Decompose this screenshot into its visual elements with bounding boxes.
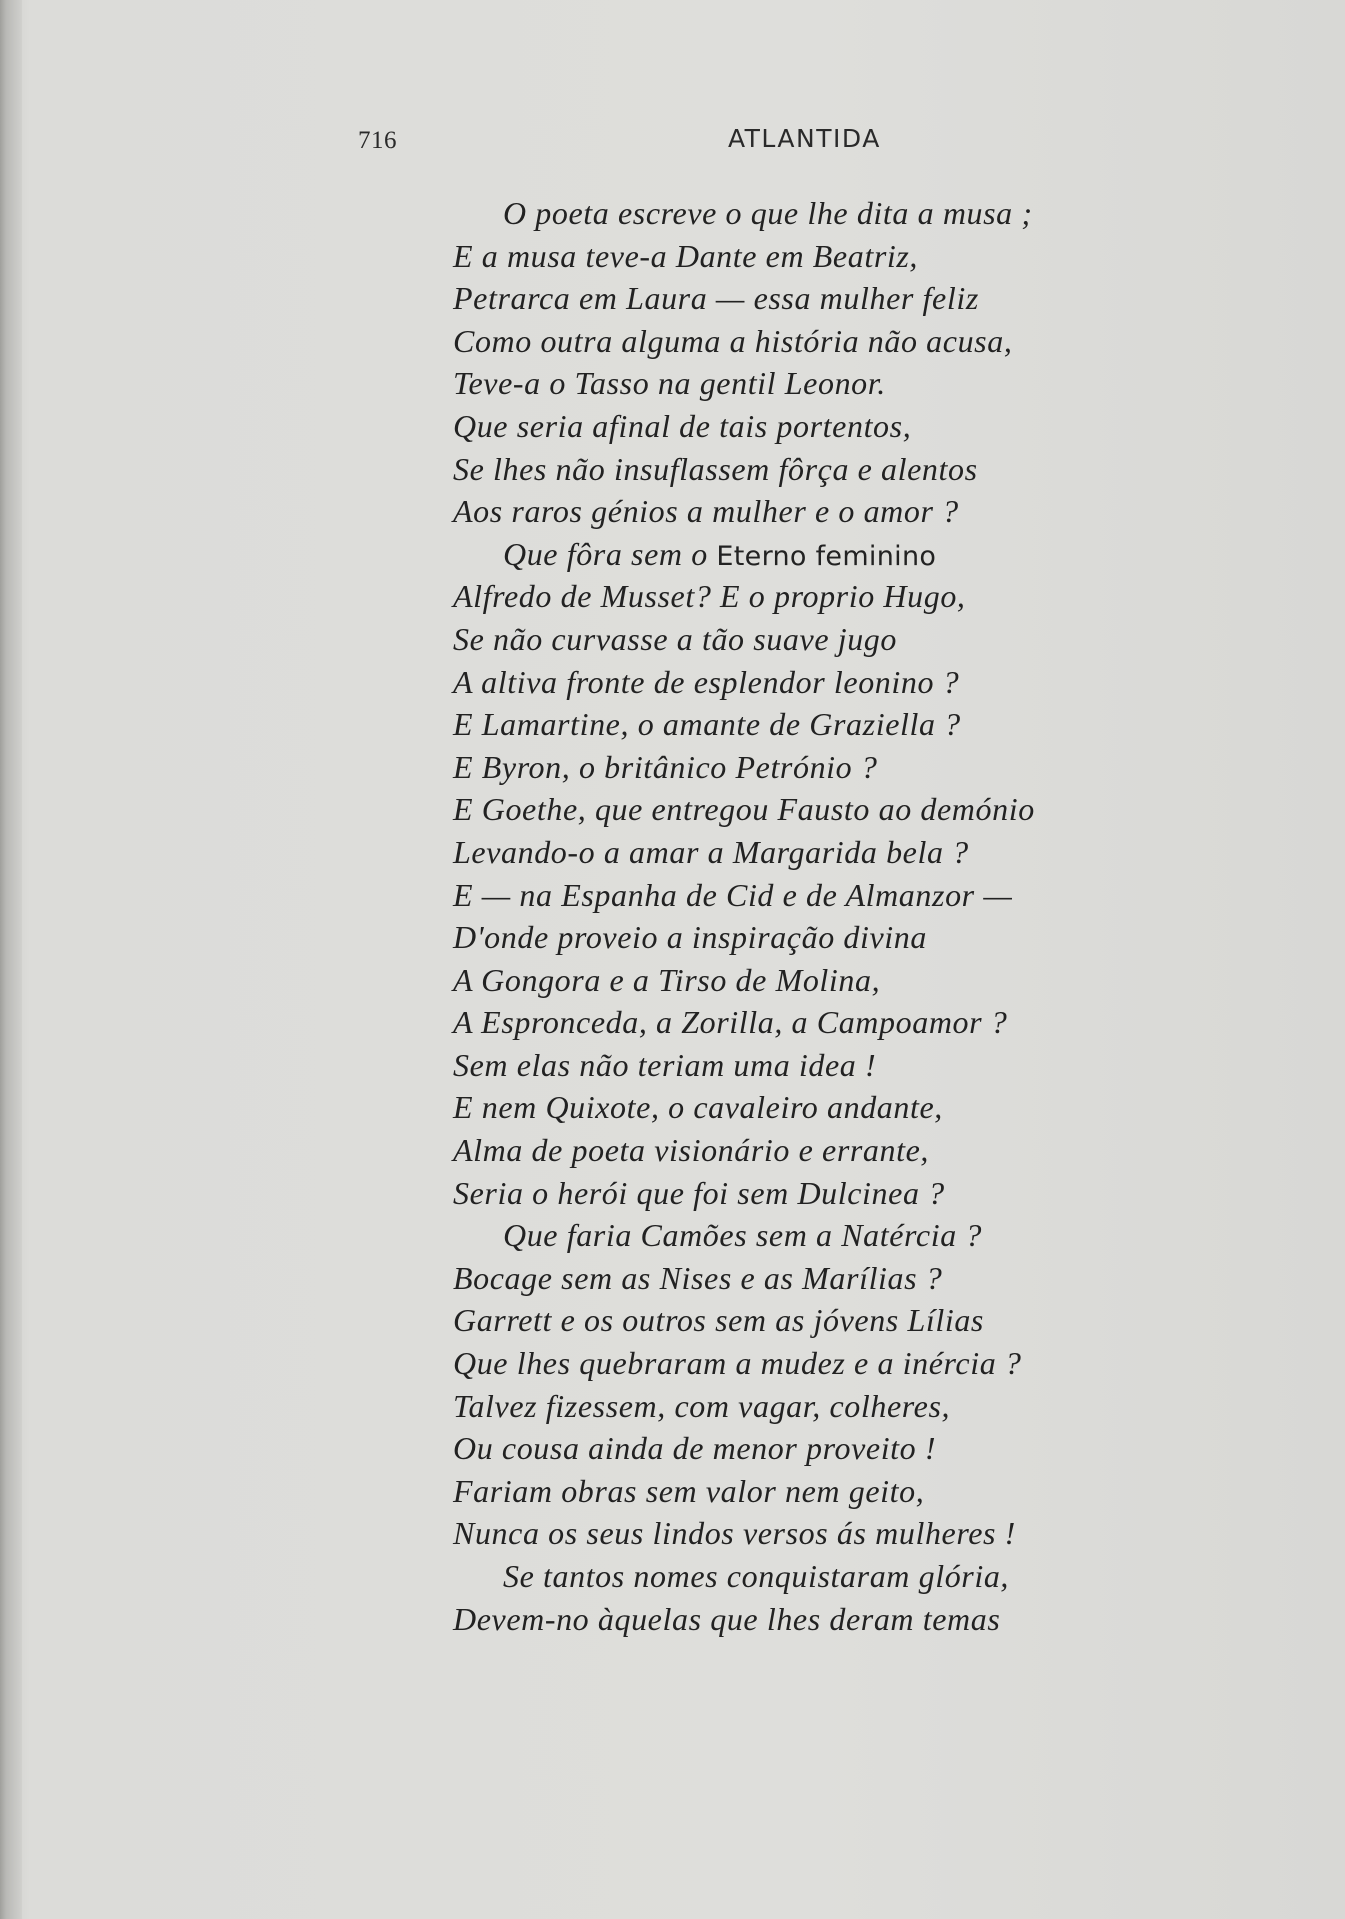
- page-binding-edge: [0, 0, 22, 1919]
- running-head-title: ATLANTIDA: [728, 124, 881, 153]
- poem-line: O poeta escreve o que lhe dita a musa ;: [503, 195, 1033, 231]
- poem-line: Devem-no àquelas que lhes deram temas: [453, 1600, 1001, 1637]
- poem-line: Levando-o a amar a Margarida bela ?: [453, 833, 969, 870]
- poem-line: Que lhes quebraram a mudez e a inércia ?: [453, 1345, 1022, 1382]
- poem-line: E a musa teve-a Dante em Beatriz,: [453, 237, 919, 274]
- poem-line: Que seria afinal de tais portentos,: [453, 407, 912, 444]
- poem-line: Se tantos nomes conquistaram glória,: [503, 1558, 1010, 1594]
- poem-line: Alfredo de Musset? E o proprio Hugo,: [453, 578, 966, 615]
- poem-line: Como outra alguma a história não acusa,: [453, 322, 1013, 359]
- poem-line: Se lhes não insuflassem fôrça e alentos: [453, 450, 978, 487]
- poem-line: Seria o herói que foi sem Dulcinea ?: [453, 1174, 945, 1211]
- poem-line: Sem elas não teriam uma idea !: [453, 1046, 877, 1083]
- poem-line-italic-part: Que fôra sem o: [503, 535, 717, 572]
- poem-line: E Goethe, que entregou Fausto ao demónio: [453, 791, 1035, 828]
- poem-line: A Gongora e a Tirso de Molina,: [453, 961, 881, 998]
- poem-line: Se não curvasse a tão suave jugo: [453, 620, 898, 657]
- poem-line: Nunca os seus lindos versos ás mulheres !: [453, 1515, 1016, 1552]
- poem-line-mixed: [453, 533, 1035, 576]
- poem-line-roman-part: Eterno feminino: [716, 540, 937, 572]
- poem-line: Fariam obras sem valor nem geito,: [453, 1472, 925, 1509]
- page-number: 716: [358, 127, 397, 154]
- poem-line: E — na Espanha de Cid e de Almanzor —: [453, 876, 1013, 913]
- poem-line: E Byron, o britânico Petrónio ?: [453, 748, 878, 785]
- poem-line: Que faria Camões sem a Natércia ?: [503, 1217, 983, 1254]
- poem-line: D'onde proveio a inspiração divina: [453, 919, 927, 956]
- poem-line: Talvez fizessem, com vagar, colheres,: [453, 1387, 951, 1424]
- poem-line: A Espronceda, a Zorilla, a Campoamor ?: [453, 1004, 1008, 1041]
- poem-line: Aos raros génios a mulher e o amor ?: [453, 493, 959, 530]
- poem-line: Teve-a o Tasso na gentil Leonor.: [453, 365, 886, 402]
- poem-line: Garrett e os outros sem as jóvens Lílias: [453, 1302, 984, 1339]
- poem-line: A altiva fronte de esplendor leonino ?: [453, 663, 960, 700]
- poem-line: Petrarca em Laura — essa mulher feliz: [453, 280, 979, 317]
- poem-line: E Lamartine, o amante de Graziella ?: [453, 706, 961, 743]
- poem-line: Bocage sem as Nises e as Marílias ?: [453, 1259, 943, 1296]
- poem-line: E nem Quixote, o cavaleiro andante,: [453, 1089, 943, 1126]
- poem-line: Ou cousa ainda de menor proveito !: [453, 1430, 937, 1467]
- poem-stanza: [453, 192, 1035, 1640]
- poem-line: Alma de poeta visionário e errante,: [453, 1132, 930, 1169]
